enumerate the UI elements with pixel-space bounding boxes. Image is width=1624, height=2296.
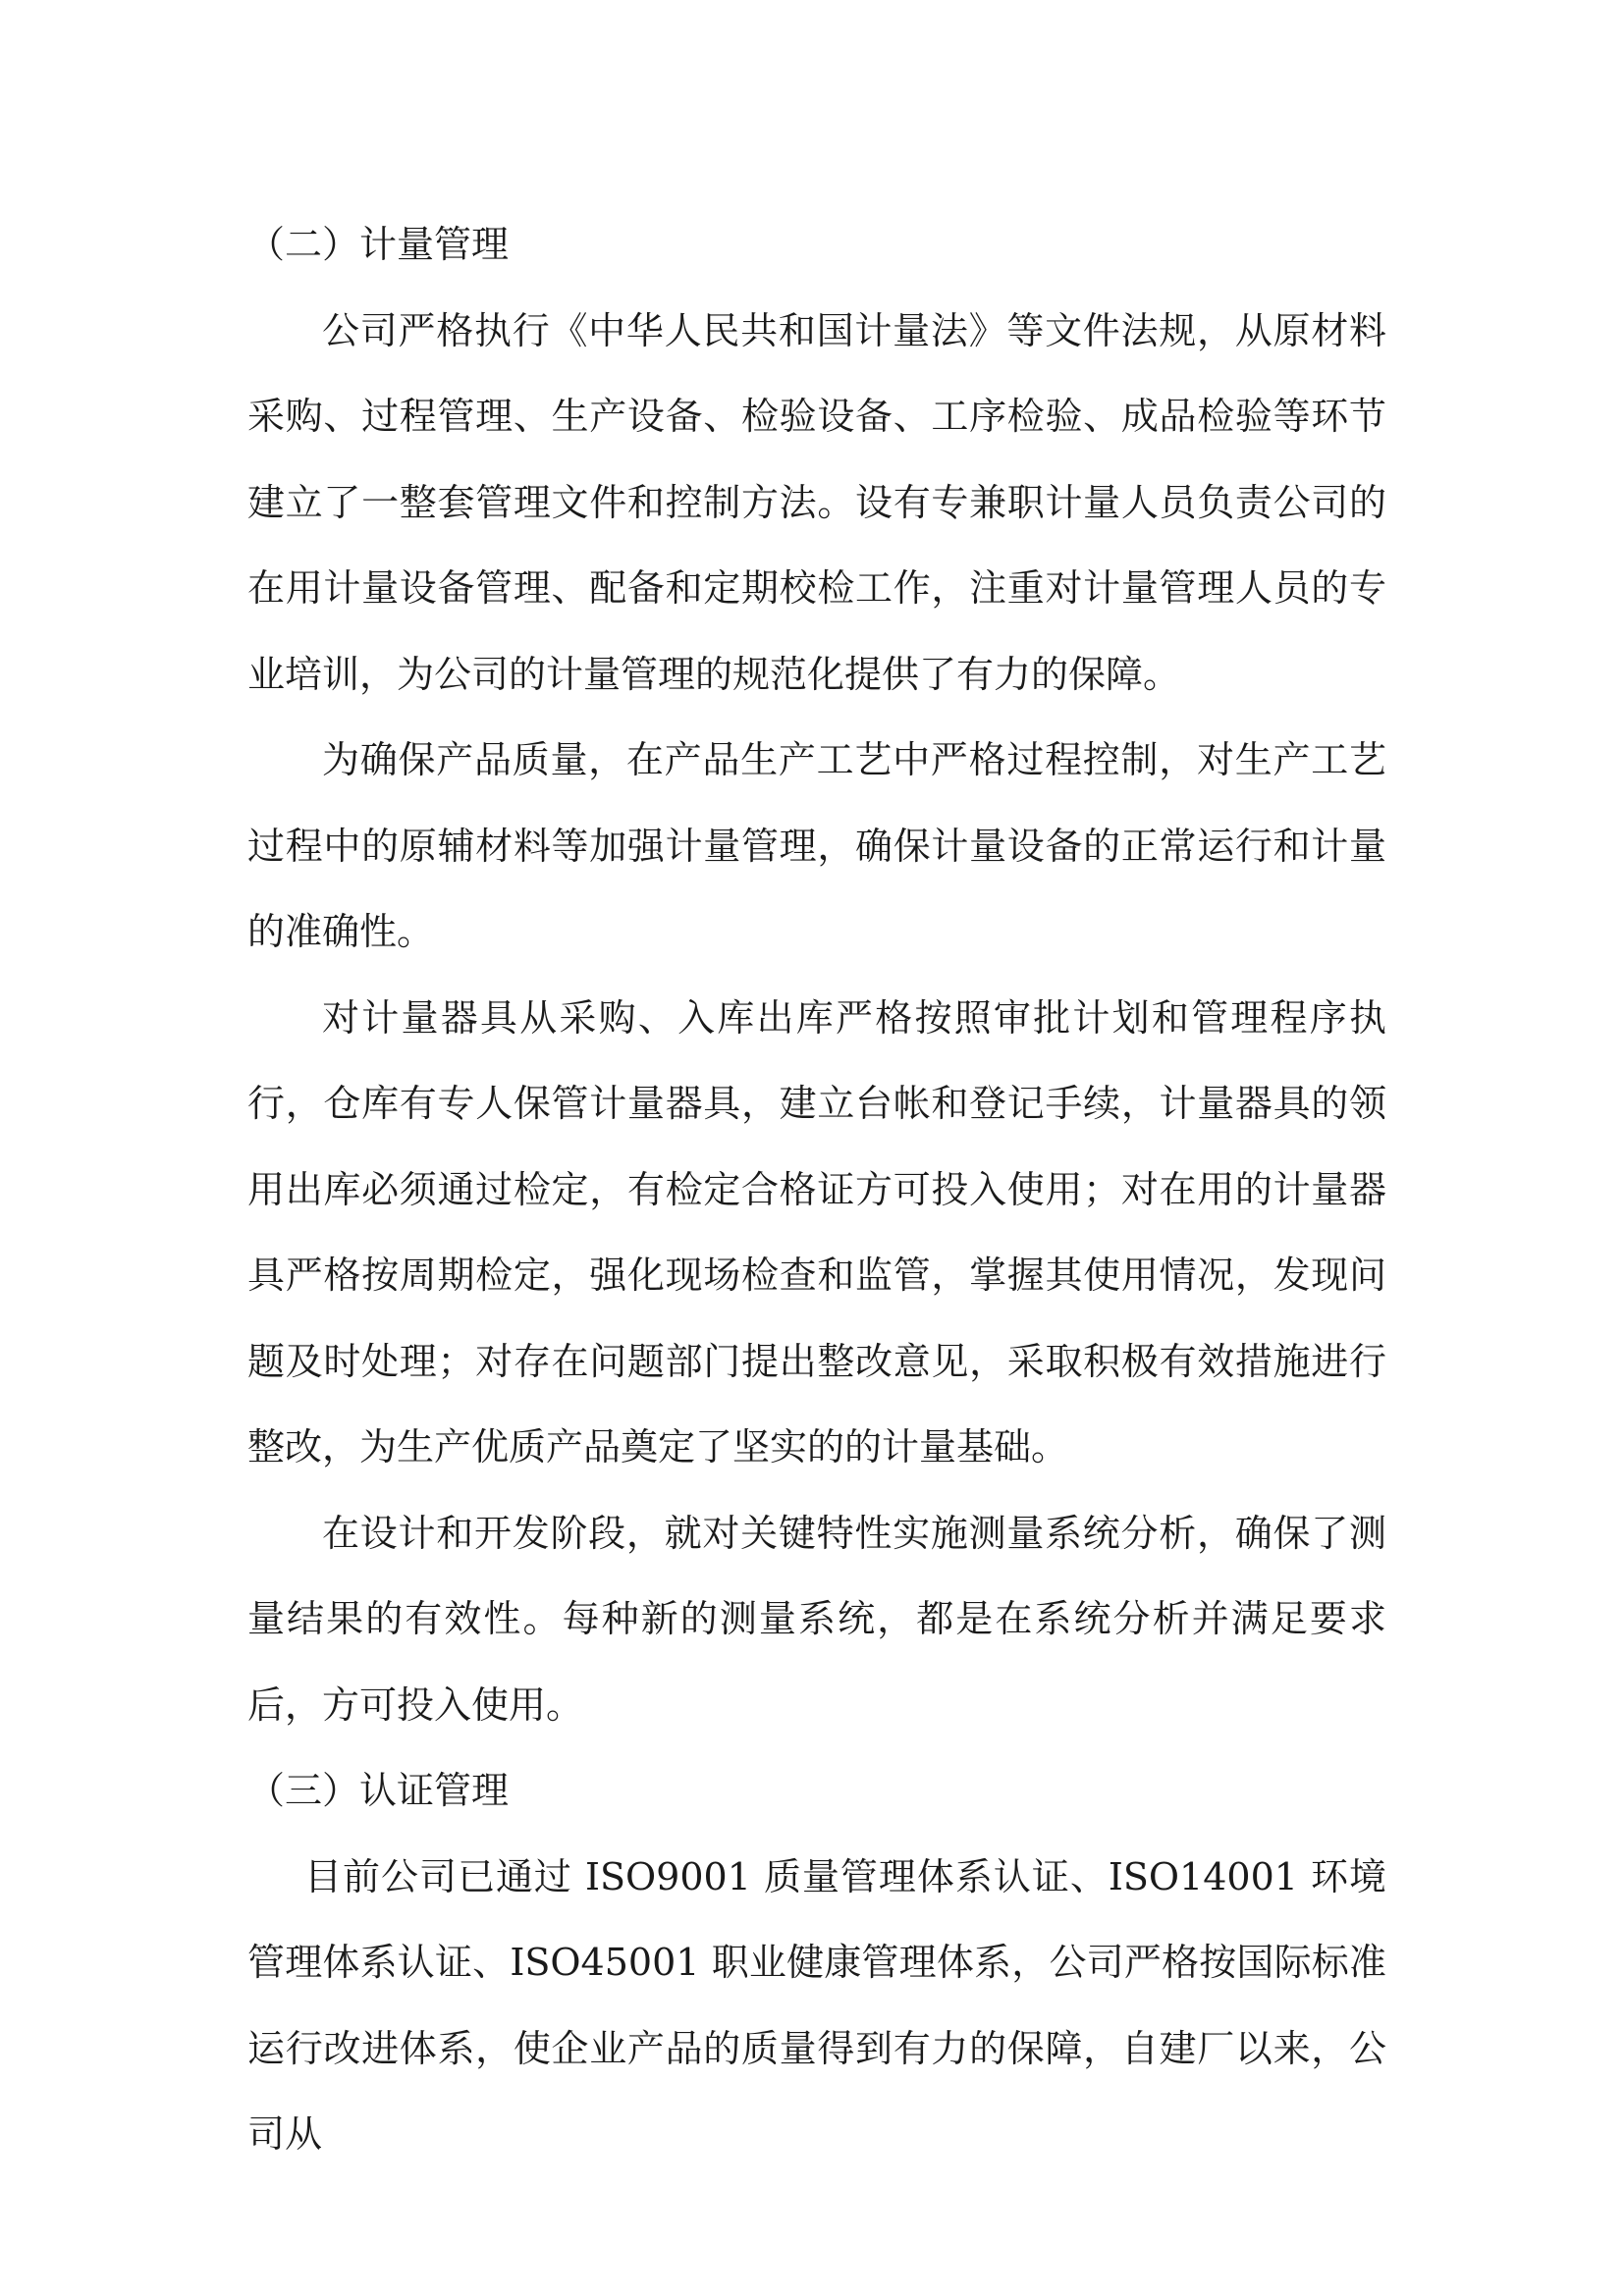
section-heading-certification: （三）认证管理 [247, 1769, 510, 1812]
paragraph-measurement-system-analysis: 在设计和开发阶段，就对关键特性实施测量系统分析，确保了测量结果的有效性。每种新的测量系统，都是在系统分析并满足要求后，方可投入使用。 [247, 1511, 1386, 1727]
section-heading-metrology: （二）计量管理 [247, 223, 510, 266]
paragraph-iso-certification: 目前公司已通过 ISO9001 质量管理体系认证、ISO14001 环境管理体系认证、ISO45001 职业健康管理体系，公司严格按国际标准运行改进体系，使企业产品的质量得到有力的保障，自建厂以来，公司从 [247, 1854, 1386, 2156]
document-body [247, 202, 1386, 2178]
paragraph-metrology-regulations: 公司严格执行《中华人民共和国计量法》等文件法规，从原材料采购、过程管理、生产设备、检验设备、工序检验、成品检验等环节建立了一整套管理文件和控制方法。设有专兼职计量人员负责公司的在用计量设备管理、配备和定期校检工作，注重对计量管理人员的专业培训，为公司的计量管理的规范化提供了有力的保障。 [247, 308, 1386, 696]
paragraph-process-control: 为确保产品质量，在产品生产工艺中严格过程控制，对生产工艺过程中的原辅材料等加强计量管理，确保计量设备的正常运行和计量的准确性。 [247, 738, 1386, 953]
paragraph-instrument-management: 对计量器具从采购、入库出库严格按照审批计划和管理程序执行，仓库有专人保管计量器具，建立台帐和登记手续，计量器具的领用出库必须通过检定，有检定合格证方可投入使用；对在用的计量器具严格按周期检定，强化现场检查和监管，掌握其使用情况，发现问题及时处理；对存在问题部门提出整改意见，采取积极有效措施进行整改，为生产优质产品奠定了坚实的的计量基础。 [247, 995, 1386, 1468]
